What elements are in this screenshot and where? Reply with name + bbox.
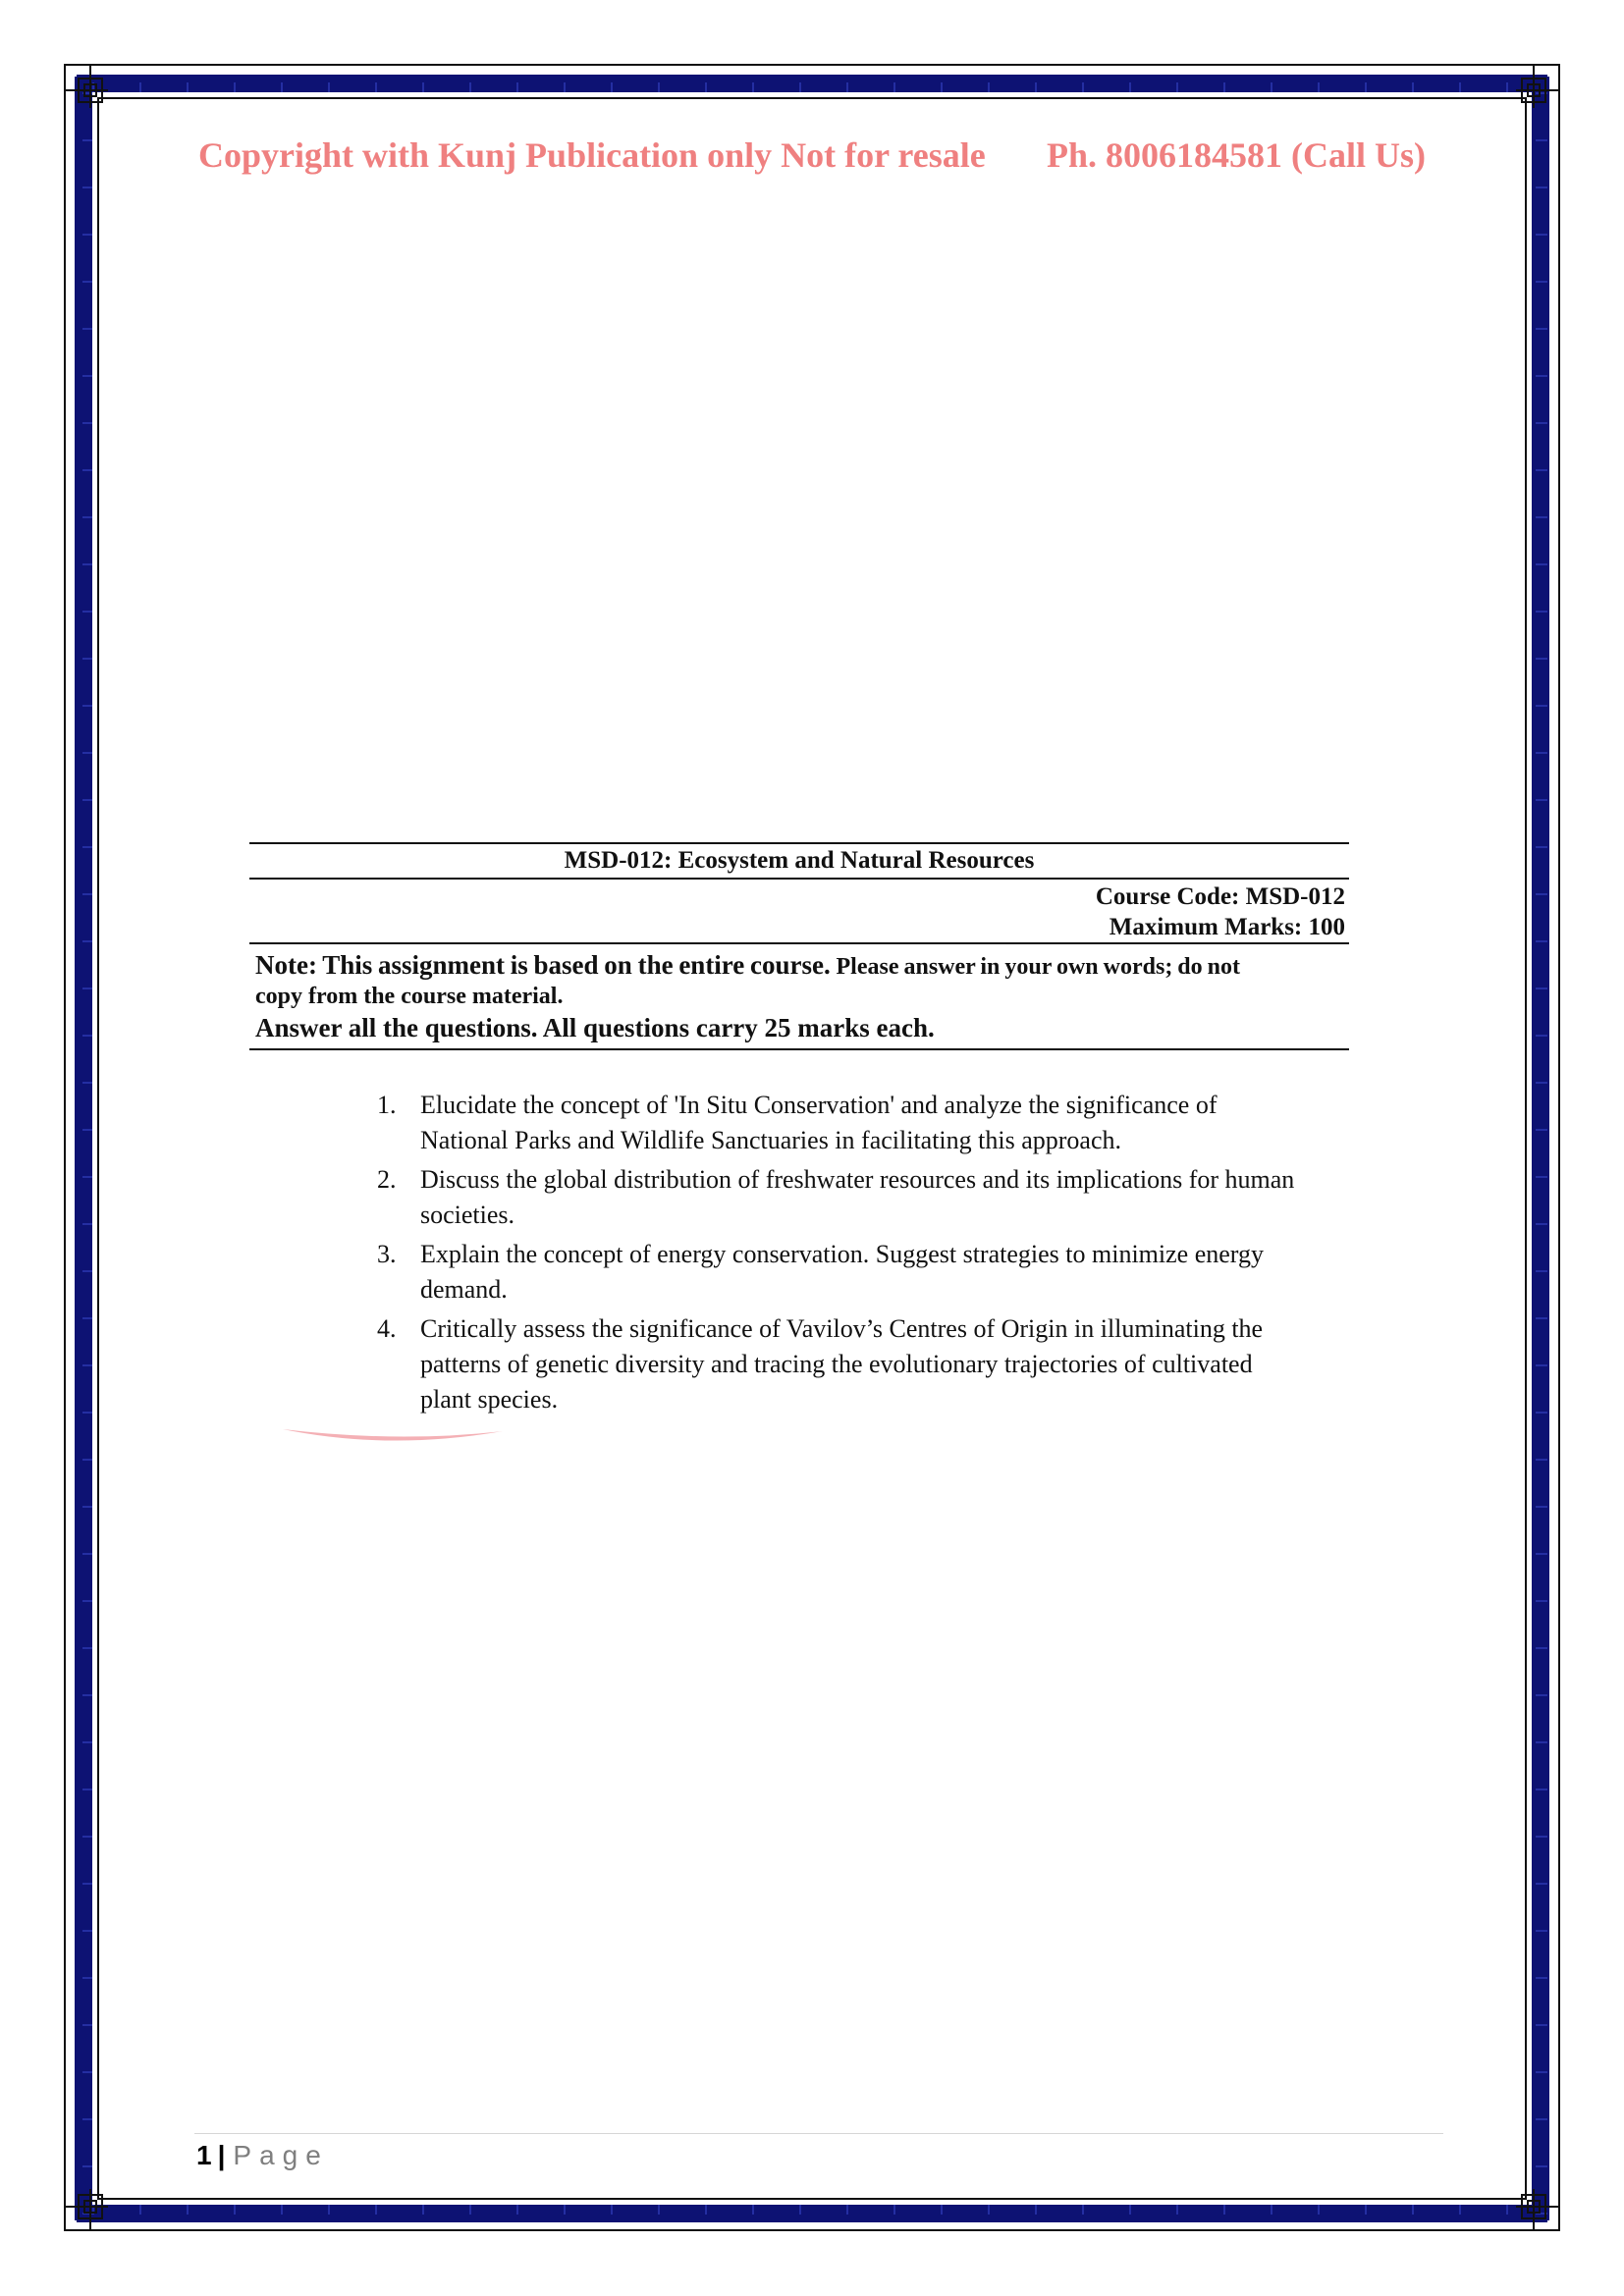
border-left-band xyxy=(75,77,92,2220)
question-item-2 xyxy=(377,1162,1392,1233)
question-number: 1. xyxy=(377,1091,397,1119)
course-meta xyxy=(249,880,1349,942)
question-text-line: demand. xyxy=(420,1275,508,1304)
course-code: Course Code: MSD-012 xyxy=(1095,883,1345,910)
question-number: 2. xyxy=(377,1165,397,1194)
question-item-3 xyxy=(377,1237,1392,1308)
question-item-1 xyxy=(377,1088,1392,1158)
copyright-text: Copyright with Kunj Publication only Not for resale xyxy=(198,135,986,175)
note-rest: Please answer in your own words; do not xyxy=(836,954,1240,980)
instruction-line: Answer all the questions. All questions carry 25 marks each. xyxy=(255,1013,935,1042)
copyright-header xyxy=(198,134,1435,176)
question-number: 4. xyxy=(377,1314,397,1343)
note-lead: Note: This assignment is based on the entire course. xyxy=(255,950,831,980)
note-rule xyxy=(249,1048,1349,1050)
question-text-line: patterns of genetic diversity and tracing the evolutionary trajectories of cultivated xyxy=(420,1350,1253,1378)
question-number: 3. xyxy=(377,1240,397,1268)
border-bottom-band xyxy=(77,2205,1547,2222)
footer-rule xyxy=(194,2133,1443,2134)
note-line-2: copy from the course material. xyxy=(255,984,564,1009)
footer-separator: | xyxy=(217,2140,226,2170)
question-item-4 xyxy=(377,1311,1392,1417)
question-text-line: societies. xyxy=(420,1201,515,1229)
assignment-note xyxy=(249,944,1349,1048)
question-list xyxy=(249,1088,1349,1417)
border-top-band xyxy=(77,75,1547,92)
question-text-line: Critically assess the significance of Vavilov’s Centres of Origin in illuminating the xyxy=(420,1314,1264,1343)
assignment-title: MSD-012: Ecosystem and Natural Resources xyxy=(564,847,1035,874)
question-text-line: plant species. xyxy=(420,1385,559,1414)
question-text-line: Elucidate the concept of 'In Situ Conservation' and analyze the significance of xyxy=(420,1091,1218,1119)
note-line-1 xyxy=(255,950,1349,983)
watermark-smear xyxy=(281,1425,516,1455)
maximum-marks: Maximum Marks: 100 xyxy=(1109,914,1345,940)
assignment-block xyxy=(249,842,1349,1421)
question-text-line: Explain the concept of energy conservation. Suggest strategies to minimize energy xyxy=(420,1240,1264,1268)
question-text-line: Discuss the global distribution of freshwater resources and its implications for human xyxy=(420,1165,1295,1194)
phone-contact: Ph. 8006184581 (Call Us) xyxy=(1047,135,1426,175)
question-text-line: National Parks and Wildlife Sanctuaries in facilitating this approach. xyxy=(420,1126,1121,1154)
border-right-band xyxy=(1532,77,1549,2220)
page-number: 1 xyxy=(196,2140,212,2170)
page-footer xyxy=(196,2140,329,2171)
page-label: Page xyxy=(233,2140,329,2170)
